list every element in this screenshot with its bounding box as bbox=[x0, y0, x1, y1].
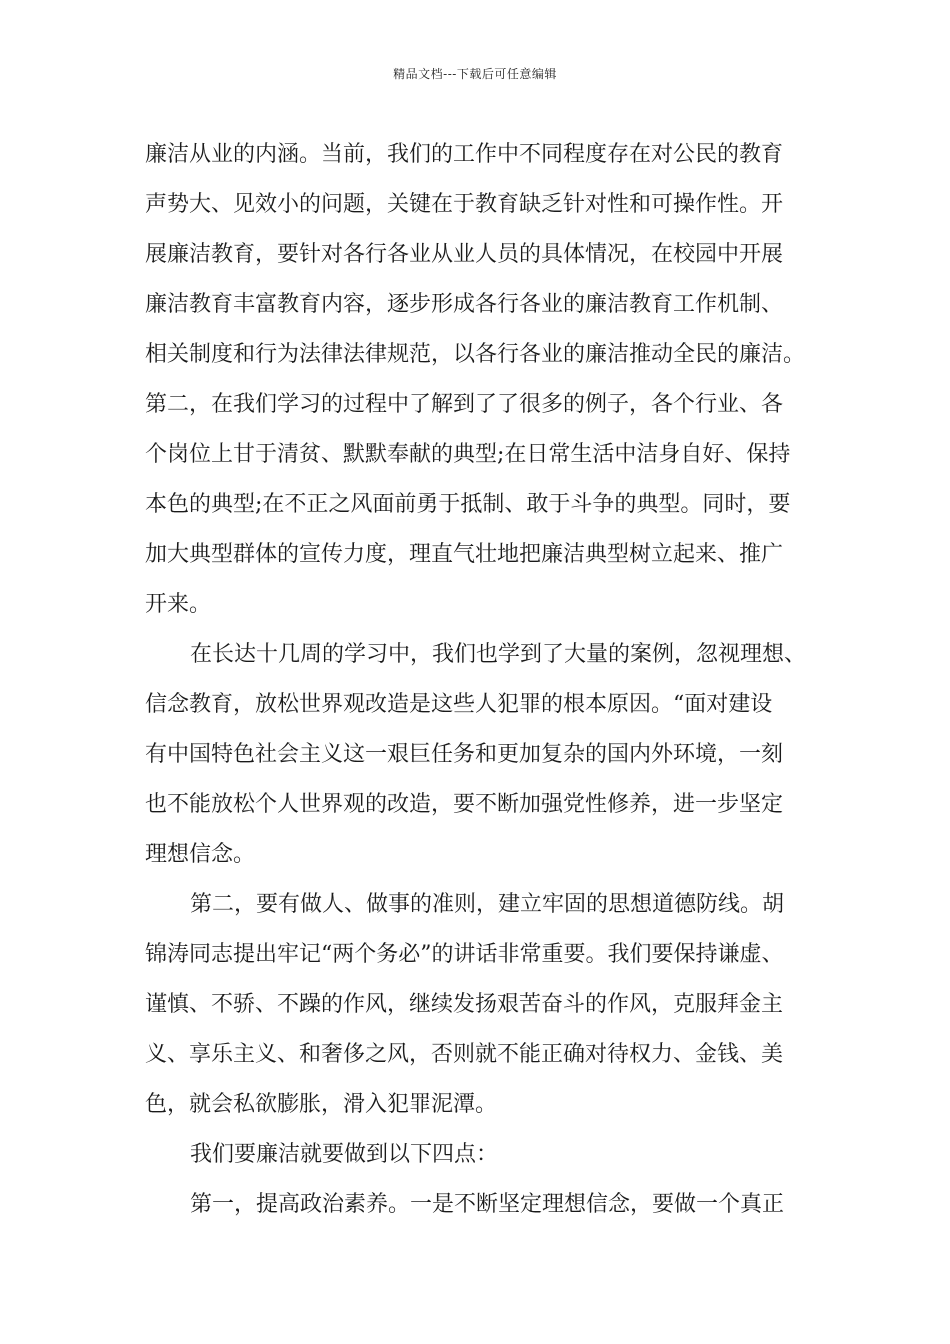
text-line: 第一，提高政治素养。一是不断坚定理想信念，要做一个真正 bbox=[190, 1192, 785, 1217]
page-header: 精品文档---下载后可任意编辑 bbox=[393, 67, 557, 81]
text-line: 个岗位上甘于清贫、默默奉献的典型;在日常生活中洁身自好、保持 bbox=[145, 442, 791, 467]
text-line: 我们要廉洁就要做到以下四点： bbox=[190, 1142, 499, 1167]
text-line: 第二，要有做人、做事的准则，建立牢固的思想道德防线。胡 bbox=[190, 892, 785, 917]
text-line: 相关制度和行为法律法律规范，以各行各业的廉洁推动全民的廉洁。 bbox=[145, 342, 806, 367]
text-line: 加大典型群体的宣传力度，理直气壮地把廉洁典型树立起来、推广 bbox=[145, 542, 784, 567]
text-line: 廉洁教育丰富教育内容，逐步形成各行各业的廉洁教育工作机制、 bbox=[145, 292, 784, 317]
text-line: 开来。 bbox=[145, 592, 212, 617]
text-line: 也不能放松个人世界观的改造，要不断加强党性修养，进一步坚定 bbox=[145, 792, 784, 817]
text-line: 色，就会私欲膨胀，滑入犯罪泥潭。 bbox=[145, 1092, 498, 1117]
text-line: 信念教育，放松世界观改造是这些人犯罪的根本原因。“面对建设 bbox=[145, 692, 773, 717]
text-line: 谨慎、不骄、不躁的作风，继续发扬艰苦奋斗的作风，克服拜金主 bbox=[145, 992, 784, 1017]
text-line: 在长达十几周的学习中，我们也学到了大量的案例，忽视理想、 bbox=[190, 642, 807, 667]
text-line: 本色的典型;在不正之风面前勇于抵制、敢于斗争的典型。同时，要 bbox=[145, 492, 791, 517]
text-line: 第二，在我们学习的过程中了解到了了很多的例子，各个行业、各 bbox=[145, 392, 784, 417]
text-line: 义、享乐主义、和奢侈之风，否则就不能正确对待权力、金钱、美 bbox=[145, 1042, 784, 1067]
text-line: 廉洁从业的内涵。当前，我们的工作中不同程度存在对公民的教育 bbox=[145, 142, 784, 167]
text-line: 理想信念。 bbox=[145, 842, 256, 867]
document-body bbox=[145, 130, 829, 1230]
text-line: 有中国特色社会主义这一艰巨任务和更加复杂的国内外环境，一刻 bbox=[145, 742, 784, 767]
text-line: 展廉洁教育，要针对各行各业从业人员的具体情况，在校园中开展 bbox=[145, 242, 784, 267]
text-line: 声势大、见效小的问题，关键在于教育缺乏针对性和可操作性。开 bbox=[145, 192, 784, 217]
text-line: 锦涛同志提出牢记“两个务必”的讲话非常重要。我们要保持谦虚、 bbox=[145, 942, 784, 967]
